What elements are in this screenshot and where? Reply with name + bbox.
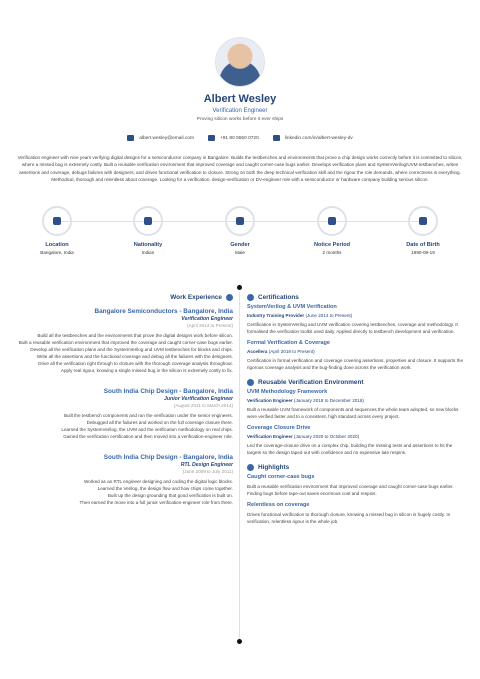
job-bullet: Gained the verification certification and then moved into a verification-engineer role. xyxy=(63,434,233,439)
highlight-entry xyxy=(247,502,465,525)
fact-gender xyxy=(205,206,275,255)
highlight-name: Caught corner-case bugs xyxy=(247,474,315,480)
personal-facts xyxy=(15,206,465,266)
highlights-title: Highlights xyxy=(258,464,290,471)
linkedin-icon xyxy=(273,135,280,141)
job-bullet: Then earned the move into a full junior verification-engineer role from there. xyxy=(79,500,233,505)
job-bullet: Learned the SystemVerilog, the UVM and the verification methodology on real chips. xyxy=(61,427,233,432)
hourglass-icon xyxy=(328,217,336,225)
project-entry xyxy=(247,389,465,420)
fact-label: Nationality xyxy=(133,242,163,248)
project-name: UVM Methodology Framework xyxy=(247,389,328,395)
contact-email[interactable] xyxy=(127,135,194,141)
job-bullet: Worked as an RTL engineer designing and coding the digital logic blocks. xyxy=(83,479,233,484)
job-title: Junior Verification Engineer xyxy=(164,396,233,402)
job-entry xyxy=(15,454,233,506)
right-column xyxy=(247,294,465,525)
fact-value: 1990-09-19 xyxy=(411,250,435,255)
candidate-role: Verification Engineer xyxy=(212,108,268,114)
job-company: South India Chip Design - Bangalore, India xyxy=(103,388,233,395)
job-date: (April 2014 to Present) xyxy=(187,323,233,328)
job-entry xyxy=(15,308,233,374)
reusable-heading xyxy=(247,379,465,386)
job-bullets xyxy=(15,478,233,506)
fact-value: Indian xyxy=(141,250,155,255)
job-entry xyxy=(15,388,233,440)
certification-text: Certification in SystemVerilog and UVM verification covering testbenches, coverage and methodology. It formalised the verification toolkit used daily. Applied directly to testbench development and verification. xyxy=(247,322,458,334)
star-icon xyxy=(247,464,254,471)
job-bullet: Build all the testbenches and the environments that prove the digital designs work before silicon. xyxy=(37,333,233,338)
job-bullet: Built the testbench components and ran the verification under the senior engineers. xyxy=(63,413,233,418)
certification-entry xyxy=(247,340,465,371)
contact-phone[interactable] xyxy=(208,135,259,141)
fact-location xyxy=(22,206,92,255)
certification-issuer: Industry Training Provider xyxy=(247,313,305,318)
certifications-heading xyxy=(247,294,465,301)
job-date: (June 2009 to July 2011) xyxy=(182,469,233,474)
certifications-title: Certifications xyxy=(258,294,299,301)
highlights-heading xyxy=(247,464,465,471)
experience-column xyxy=(15,294,233,506)
fact-value: 2 months xyxy=(322,250,342,255)
timeline-line xyxy=(239,292,240,640)
project-date: (January 2020 to October 2020) xyxy=(293,434,360,439)
job-title: RTL Design Engineer xyxy=(180,462,233,468)
certification-date: (June 2014 to Present) xyxy=(305,313,353,318)
certification-name: SystemVerilog & UVM Verification xyxy=(247,304,337,310)
certification-date: (April 2019 to Present) xyxy=(268,349,315,354)
job-company: South India Chip Design - Bangalore, India xyxy=(103,454,233,461)
highlight-name: Relentless on coverage xyxy=(247,502,310,508)
fact-nationality xyxy=(113,206,183,255)
certificate-icon xyxy=(247,294,254,301)
contact-phone-text: +91 80 5550 0720 xyxy=(219,135,259,141)
experience-heading xyxy=(15,294,233,301)
project-text: Built a reusable UVM framework of components and sequences the whole team adopted, so new blocks were verified faster and to a consistent, high standard across every project. xyxy=(247,407,459,419)
fact-date-of-birth xyxy=(388,206,458,255)
certification-name: Formal Verification & Coverage xyxy=(247,340,330,346)
job-bullets xyxy=(15,332,233,374)
check-badge-icon xyxy=(226,294,233,301)
project-role: Verification Engineer xyxy=(247,398,293,403)
job-bullets xyxy=(15,412,233,440)
contact-email-text: albert.wesley@email.com xyxy=(139,135,194,141)
fact-notice-period xyxy=(297,206,367,255)
cake-icon xyxy=(419,217,427,225)
experience-title: Work Experience xyxy=(170,294,222,301)
project-role: Verification Engineer xyxy=(247,434,293,439)
certification-entry xyxy=(247,304,465,335)
project-date: (January 2018 to December 2018) xyxy=(293,398,364,403)
certification-text: Certification in formal verification and coverage covering assertions, properties and closure. It supports the rigorous coverage analysis and the bug-finding done across the verification work. xyxy=(247,358,464,370)
job-bullet: Built up the design grounding that good verification is built on. xyxy=(107,493,233,498)
flag-icon xyxy=(144,217,152,225)
certification-issuer: Accellera xyxy=(247,349,268,354)
phone-icon xyxy=(208,135,215,141)
person-icon xyxy=(236,217,244,225)
highlight-entry xyxy=(247,474,465,497)
location-icon xyxy=(53,217,61,225)
job-company: Bangalore Semiconductors - Bangalore, India xyxy=(94,308,233,315)
highlight-text: Built a reusable verification environment that improved coverage and caught corner-case bugs earlier. Finding bugs before tape-out saves enormous cost and respins. xyxy=(247,484,454,496)
job-title: Verification Engineer xyxy=(181,316,233,322)
profile-photo xyxy=(215,37,265,87)
job-bullet: Learned the Verilog, the design flow and how chips come together. xyxy=(97,486,233,491)
job-bullet: Built a reusable verification environment that improved the coverage and caught corner-case bugs earlier. xyxy=(18,340,233,345)
fact-label: Date of Birth xyxy=(406,242,440,248)
project-entry xyxy=(247,425,465,456)
job-bullet: Write all the assertions and the functional coverage and debug all the failures with the designers. xyxy=(36,354,233,359)
fact-value: Bangalore, India xyxy=(40,250,74,255)
email-icon xyxy=(127,135,134,141)
contact-row xyxy=(0,135,480,141)
project-name: Coverage Closure Drive xyxy=(247,425,311,431)
project-text: Led the coverage-closure drive on a complex chip, building the missing tests and assertions to hit the targets so the design taped out with confidence and no expensive late respins. xyxy=(247,443,453,455)
job-date: (August 2011 to March 2014) xyxy=(173,403,233,408)
timeline-dot-top xyxy=(237,285,242,290)
job-bullet: Drive all the verification right through to closure with the thorough coverage analysis throughout. xyxy=(38,361,233,366)
fact-label: Gender xyxy=(230,242,250,248)
contact-linkedin[interactable] xyxy=(273,135,353,141)
reusable-title: Reusable Verification Environment xyxy=(258,379,364,386)
fact-value: Male xyxy=(235,250,245,255)
fact-label: Location xyxy=(45,242,69,248)
timeline-dot-bottom xyxy=(237,639,242,644)
job-bullet: Debugged all the failures and worked on the full coverage closure there. xyxy=(86,420,233,425)
book-icon xyxy=(247,379,254,386)
candidate-tagline: Proving silicon works before it ever ships xyxy=(196,117,284,122)
candidate-name: Albert Wesley xyxy=(203,93,277,105)
job-bullet: Apply real rigour, knowing a single missed bug in the silicon is extremely costly to fix. xyxy=(60,368,233,373)
fact-label: Notice Period xyxy=(313,242,351,248)
contact-linkedin-text: linkedin.com/in/albert-wesley-dv xyxy=(284,135,353,141)
job-bullet: Develop all the verification plans and the SystemVerilog and UVM testbenches for blocks and chips. xyxy=(30,347,233,352)
summary-text: Verification engineer with nine years verifying digital designs for a semiconductor company in Bangalore. Builds the testbenches and environments that prove a chip design works correctly before it is committed to silicon, where a missed bug is extremely costly. Built a reusable verification environment that improved coverage and caught corner-case bugs earlier. Develops verification plans and SystemVerilog/UVM testbenches, writes assertions and coverage, debugs failures with designers, and drives functional verification to closure. Strong on both the deep technical verification skill and the rigour the role demands, where correctness is everything. Methodical, thorough and relentless about coverage. Looking for a verification, design-verification or DV-engineer role with a semiconductor or hardware company building serious silicon. xyxy=(17,155,463,183)
highlight-text: Drives functional verification to thorough closure, knowing a missed bug in silicon is hugely costly. In verification, relentless rigour is the whole job. xyxy=(247,512,451,524)
